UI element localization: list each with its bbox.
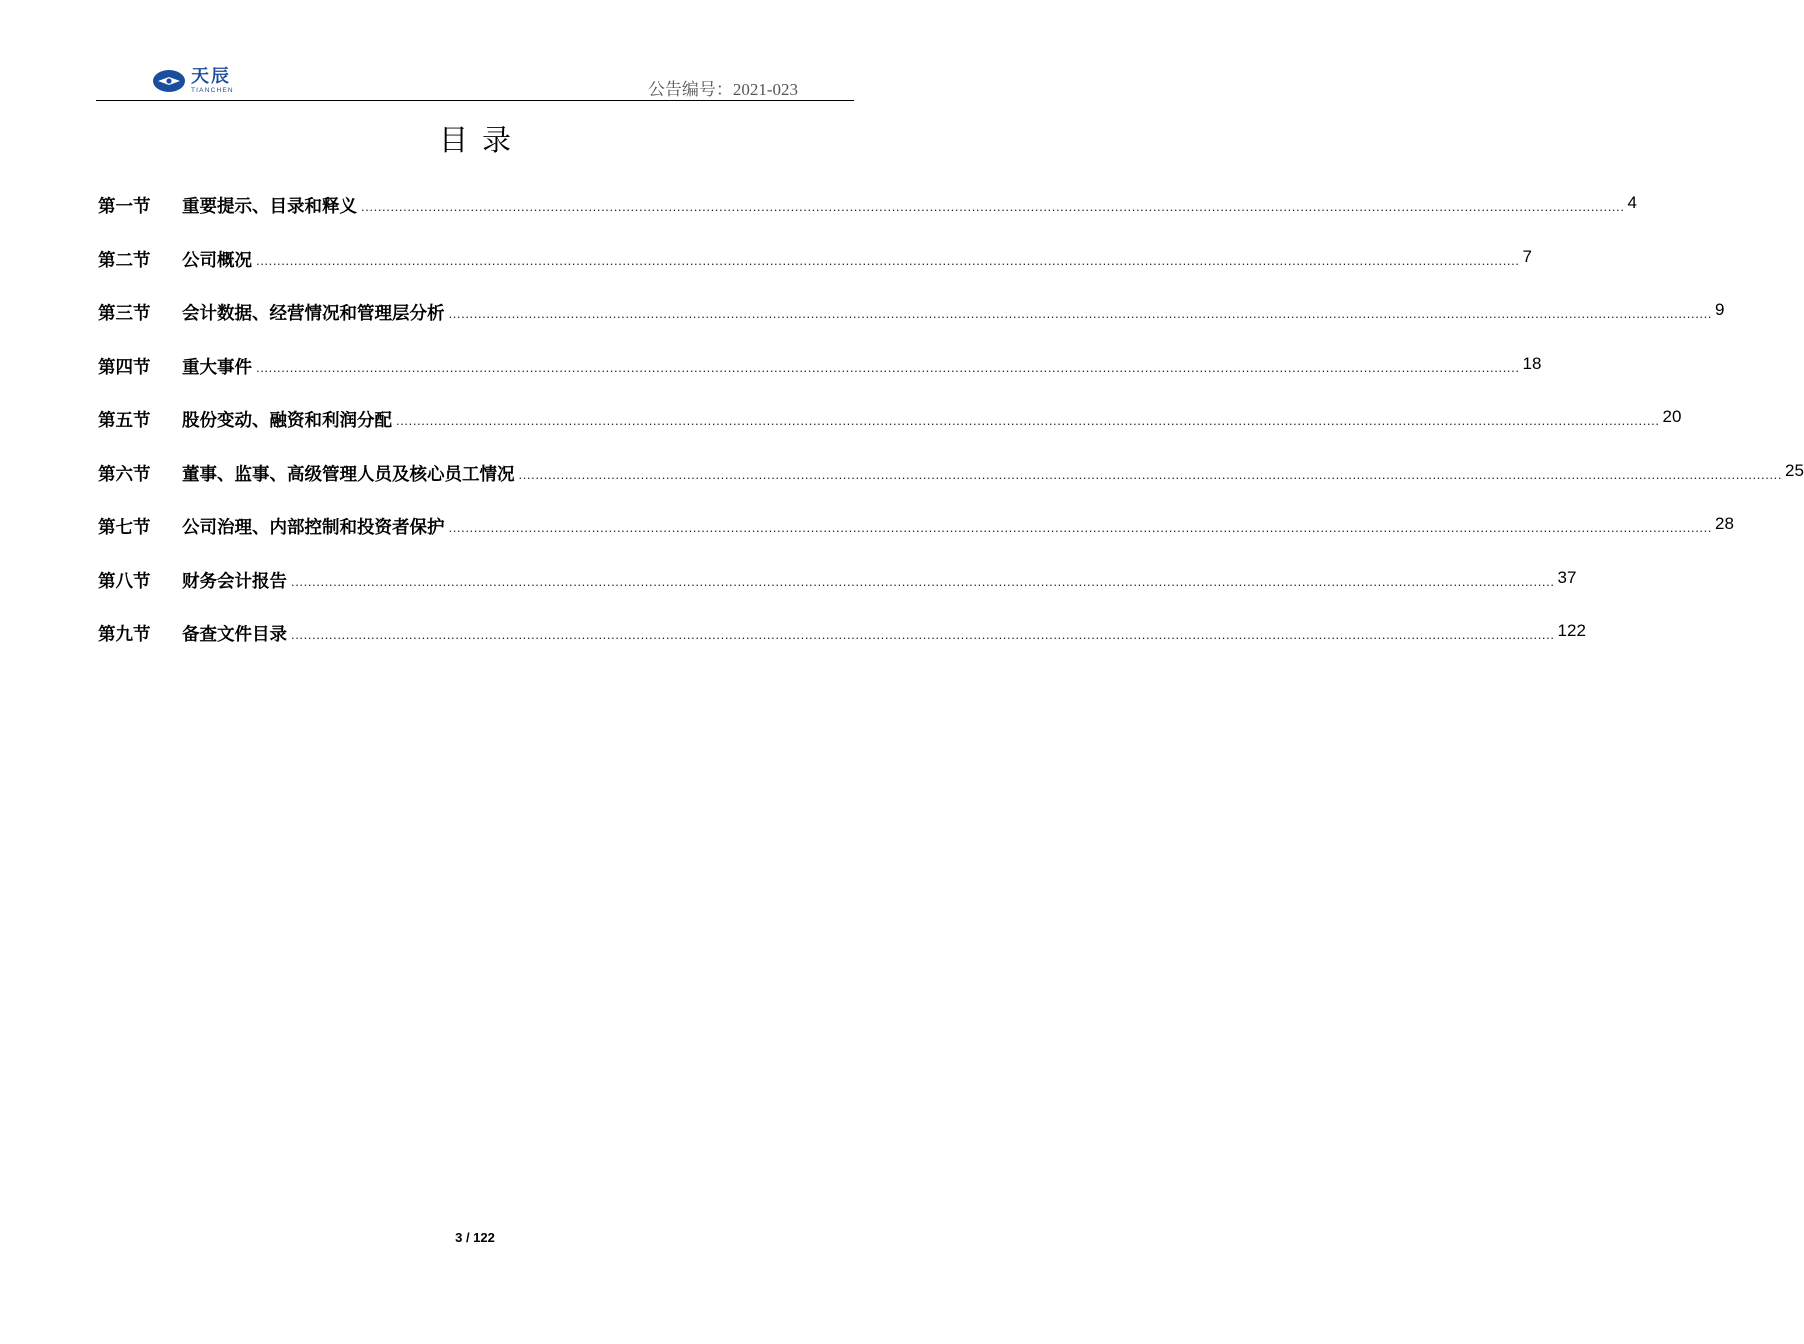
toc-entry[interactable] [98, 407, 1682, 461]
toc-dot-leader: ............................................................................................................................................................................................................................................................................................................ [396, 413, 1660, 428]
toc-entry[interactable] [98, 300, 1725, 354]
toc-page-number: 28 [1715, 514, 1734, 533]
toc-section-number: 第二节 [98, 250, 151, 271]
toc-entry[interactable] [98, 246, 1533, 301]
toc-section-title: 董事、监事、高级管理人员及核心员工情况 [182, 464, 515, 485]
toc-section-title: 重大事件 [182, 357, 252, 378]
company-logo [152, 66, 234, 96]
tianchen-logo-icon [152, 68, 186, 94]
toc-dot-leader: ............................................................................................................................................................................................................................................................................................................ [256, 359, 1520, 375]
toc-entry[interactable] [98, 621, 1586, 675]
page-footer-number: 3 / 122 [455, 1230, 495, 1245]
toc-page-number: 4 [1627, 193, 1638, 212]
toc-section-title: 公司治理、内部控制和投资者保护 [182, 518, 445, 538]
toc-dot-leader: ............................................................................................................................................................................................................................................................................................................ [518, 466, 1783, 482]
toc-page-number: 9 [1715, 300, 1725, 319]
toc-section-number: 第三节 [98, 304, 151, 324]
toc-section-title: 公司概况 [182, 250, 252, 271]
toc-section-number: 第六节 [98, 464, 151, 485]
toc-dot-leader: ............................................................................................................................................................................................................................................................................................................ [256, 252, 1520, 268]
toc-page-number: 20 [1662, 407, 1682, 426]
logo-cn-text: 天辰 [191, 65, 231, 87]
toc-section-title: 会计数据、经营情况和管理层分析 [182, 304, 445, 324]
toc-entry[interactable] [98, 514, 1734, 568]
toc-page-number: 37 [1557, 567, 1577, 587]
toc-dot-leader: ............................................................................................................................................................................................................................................................................................................ [361, 199, 1625, 214]
logo-en-text: TIANCHEN [191, 86, 234, 94]
announcement-number [648, 75, 798, 100]
page-title: 目录 [438, 123, 525, 157]
toc-section-title: 备查文件目录 [182, 625, 287, 645]
toc-entry[interactable] [98, 193, 1638, 247]
toc-section-number: 第七节 [98, 518, 151, 538]
toc-entry[interactable] [98, 567, 1577, 622]
toc-dot-leader: ............................................................................................................................................................................................................................................................................................................ [291, 627, 1555, 642]
toc-section-title: 重要提示、目录和释义 [182, 197, 357, 217]
toc-section-number: 第一节 [98, 197, 151, 217]
toc-section-number: 第八节 [98, 571, 151, 592]
toc-section-title: 股份变动、融资和利润分配 [182, 411, 392, 431]
toc-page-number: 122 [1557, 621, 1586, 640]
toc-page-number: 18 [1522, 353, 1542, 373]
toc-entry[interactable] [98, 353, 1542, 408]
page-header [96, 60, 854, 101]
table-of-contents [98, 193, 1804, 675]
toc-section-number: 第五节 [98, 411, 151, 431]
toc-section-number: 第九节 [98, 625, 151, 645]
toc-section-title: 财务会计报告 [182, 571, 287, 592]
toc-page-number: 25 [1785, 460, 1804, 480]
toc-page-number: 7 [1522, 246, 1533, 266]
toc-dot-leader: ............................................................................................................................................................................................................................................................................................................ [448, 520, 1713, 535]
toc-dot-leader: ............................................................................................................................................................................................................................................................................................................ [448, 306, 1713, 321]
announcement-number-label: 公告编号： [647, 80, 733, 100]
announcement-number-value: 2021-023 [732, 80, 798, 99]
toc-entry[interactable] [98, 460, 1804, 515]
toc-dot-leader: ............................................................................................................................................................................................................................................................................................................ [291, 573, 1555, 589]
toc-section-number: 第四节 [98, 357, 151, 378]
